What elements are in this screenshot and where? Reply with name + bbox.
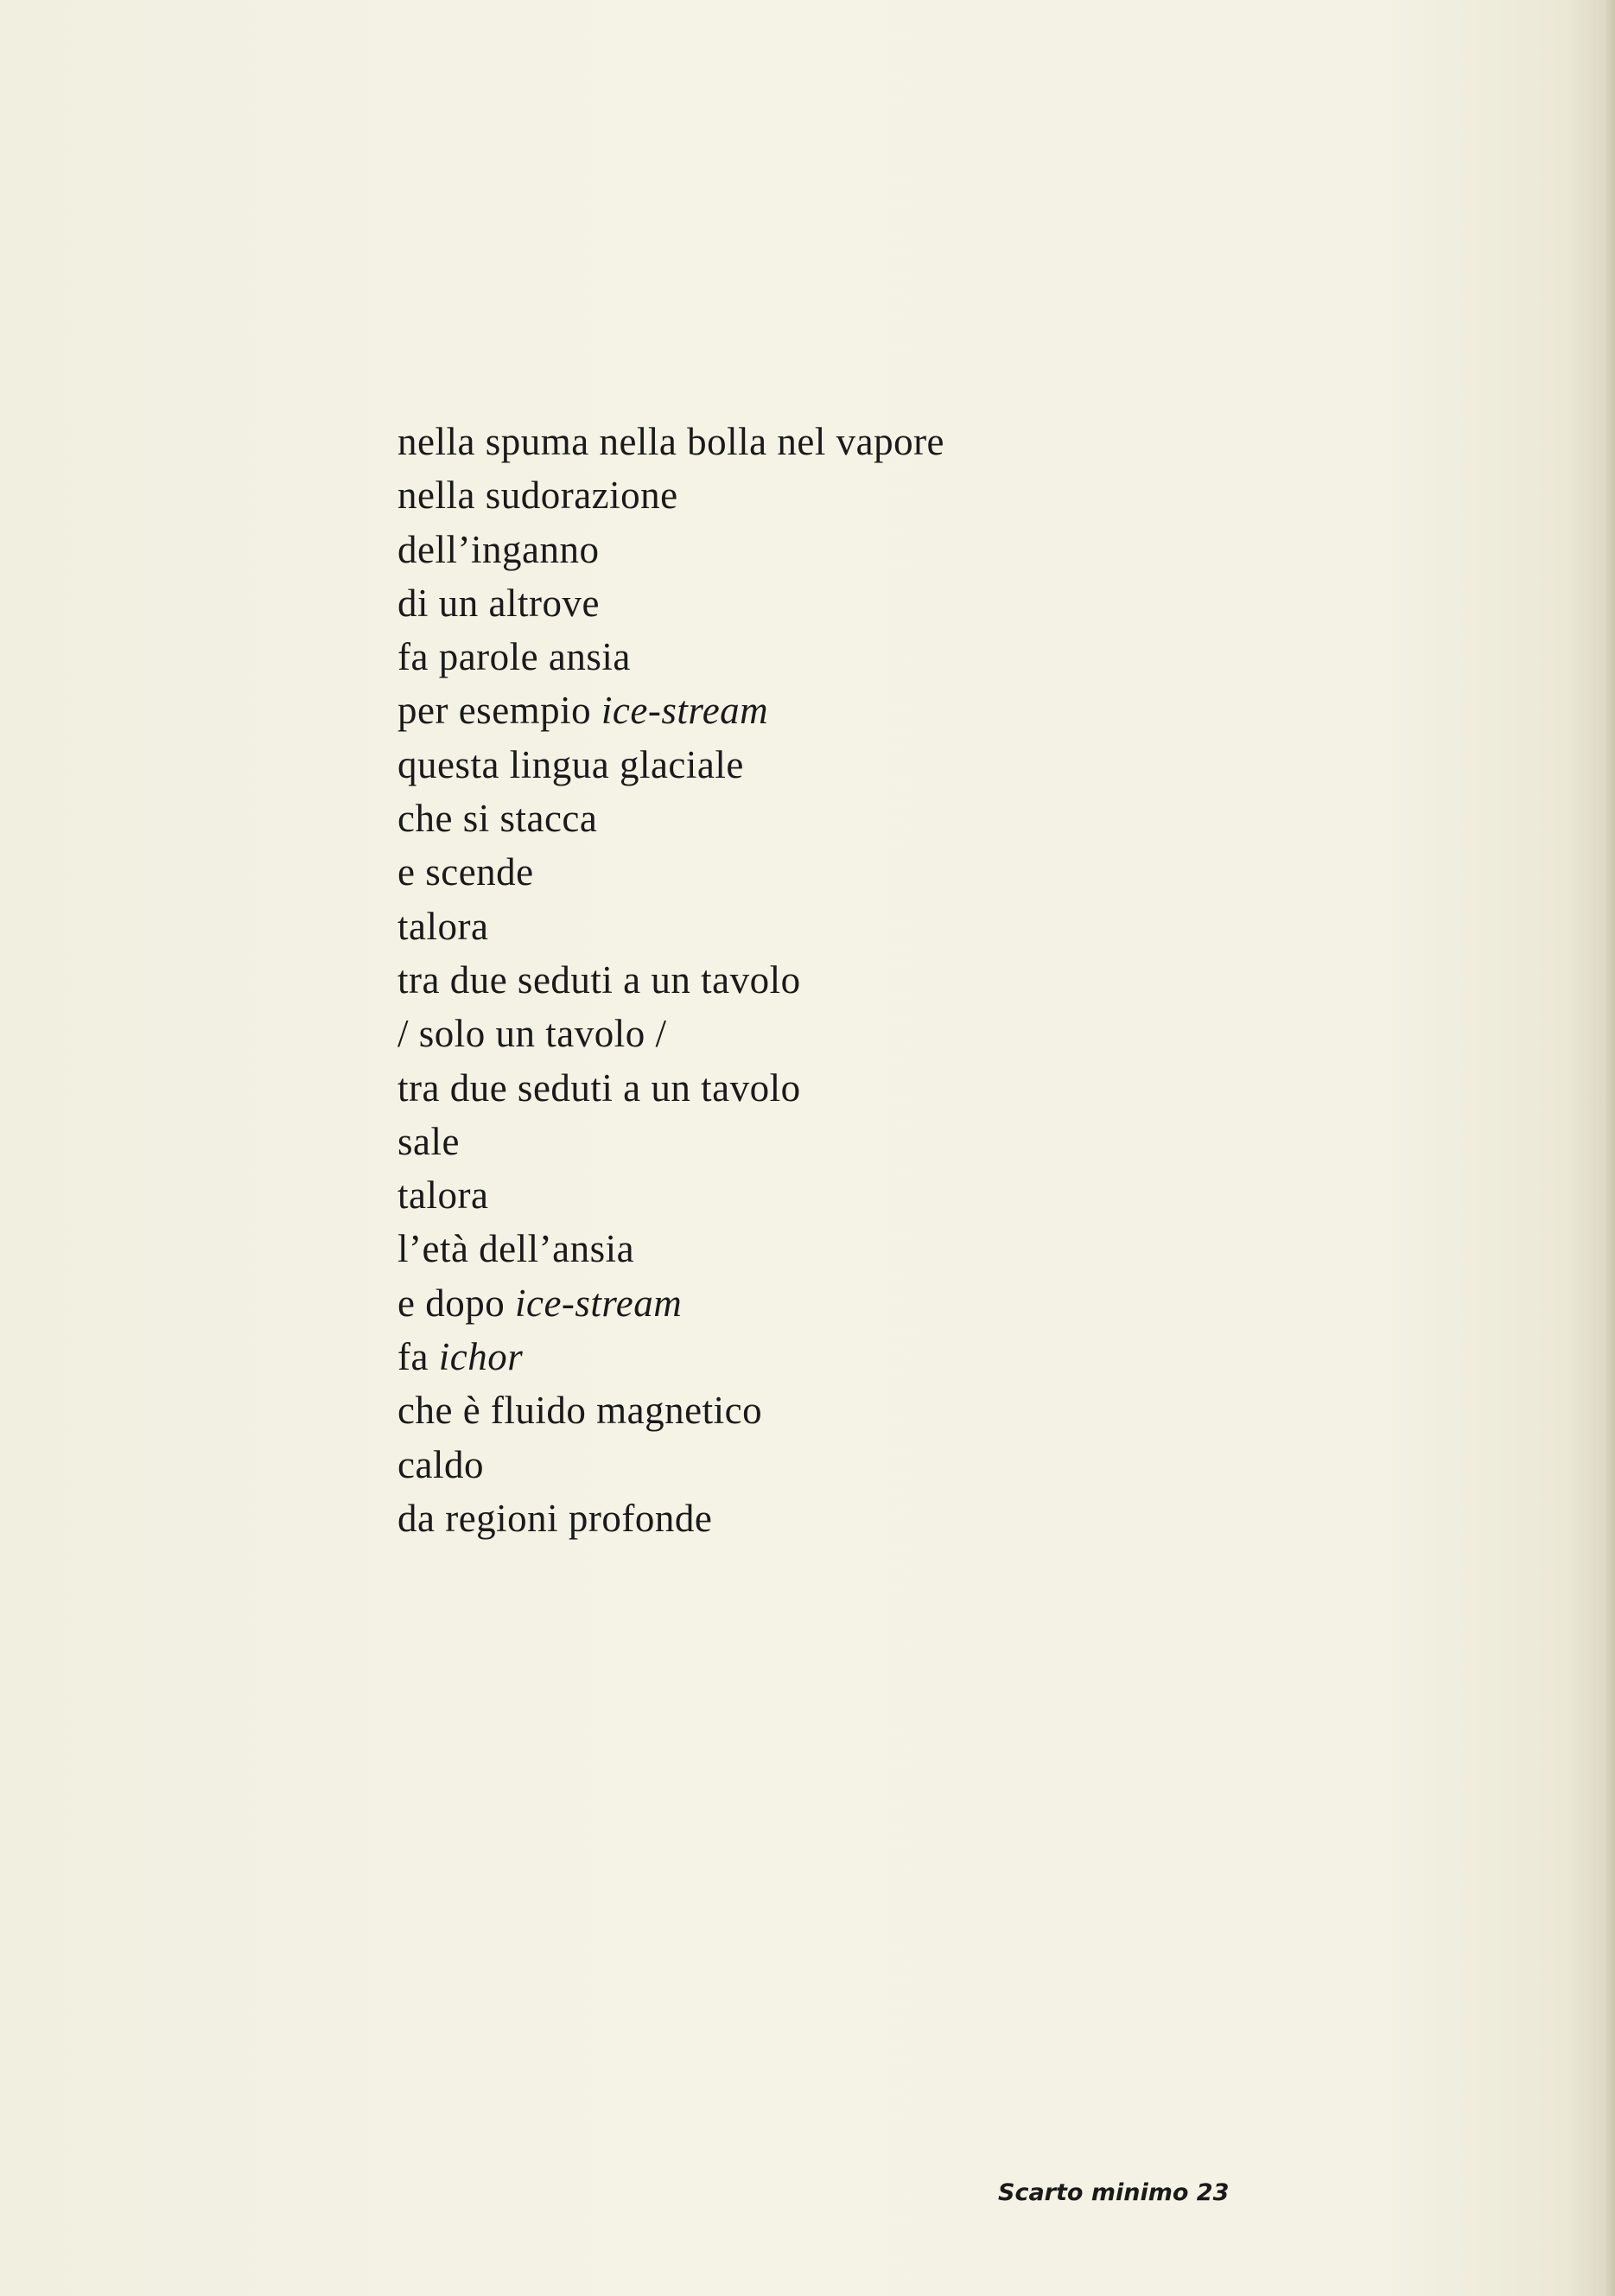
poem-line bbox=[397, 630, 944, 684]
poem-line bbox=[397, 1438, 944, 1491]
poem-line bbox=[397, 1168, 944, 1222]
poem-text: l’età dell’ansia bbox=[397, 1227, 635, 1271]
poem-line bbox=[397, 845, 944, 899]
running-title: Scarto minimo bbox=[998, 2179, 1189, 2206]
poem-text: che è fluido magnetico bbox=[397, 1389, 763, 1433]
poem-text: caldo bbox=[397, 1442, 484, 1486]
page-number: 23 bbox=[1196, 2179, 1230, 2206]
poem-line bbox=[397, 1276, 944, 1330]
poem-italic-term: ice-stream bbox=[601, 689, 769, 733]
page-footer bbox=[998, 2179, 1229, 2206]
poem-line bbox=[397, 1061, 944, 1115]
poem-text: e scende bbox=[397, 850, 534, 894]
poem-text: talora bbox=[397, 904, 489, 948]
poem-line bbox=[397, 684, 944, 737]
poem-text: dell’inganno bbox=[397, 527, 600, 571]
poem-line bbox=[397, 415, 944, 468]
poem-text: nella spuma nella bolla nel vapore bbox=[397, 420, 945, 463]
poem-text: / solo un tavolo / bbox=[397, 1012, 667, 1056]
poem-text: fa bbox=[397, 1335, 439, 1379]
poem-text: tra due seduti a un tavolo bbox=[397, 1065, 801, 1110]
poem-line bbox=[397, 1222, 944, 1275]
poem-text: per esempio bbox=[397, 689, 601, 733]
poem-text: fa parole ansia bbox=[397, 635, 631, 679]
poem-line bbox=[397, 953, 944, 1007]
poem-line bbox=[397, 1007, 944, 1060]
poem-line bbox=[397, 1383, 944, 1437]
poem-line bbox=[397, 1330, 944, 1383]
poem-text: e dopo bbox=[397, 1281, 515, 1325]
poem-text: da regioni profonde bbox=[397, 1496, 713, 1540]
poem bbox=[397, 415, 944, 1545]
poem-line bbox=[397, 576, 944, 630]
poem-text: talora bbox=[397, 1173, 489, 1218]
poem-text: di un altrove bbox=[397, 581, 600, 625]
poem-italic-term: ice-stream bbox=[514, 1281, 683, 1325]
poem-line bbox=[397, 468, 944, 522]
poem-text: nella sudorazione bbox=[397, 474, 678, 518]
poem-text: questa lingua glaciale bbox=[397, 742, 744, 786]
poem-line bbox=[397, 1115, 944, 1168]
poem-text: che si stacca bbox=[397, 797, 598, 841]
poem-line bbox=[397, 523, 944, 576]
poem-line bbox=[397, 738, 944, 792]
poem-text: sale bbox=[397, 1119, 460, 1163]
poem-line bbox=[397, 792, 944, 845]
poem-line bbox=[397, 900, 944, 953]
poem-text: tra due seduti a un tavolo bbox=[397, 957, 801, 1002]
page-edge bbox=[1603, 0, 1615, 2296]
poem-italic-term: ichor bbox=[438, 1335, 524, 1379]
poem-line bbox=[397, 1491, 944, 1545]
